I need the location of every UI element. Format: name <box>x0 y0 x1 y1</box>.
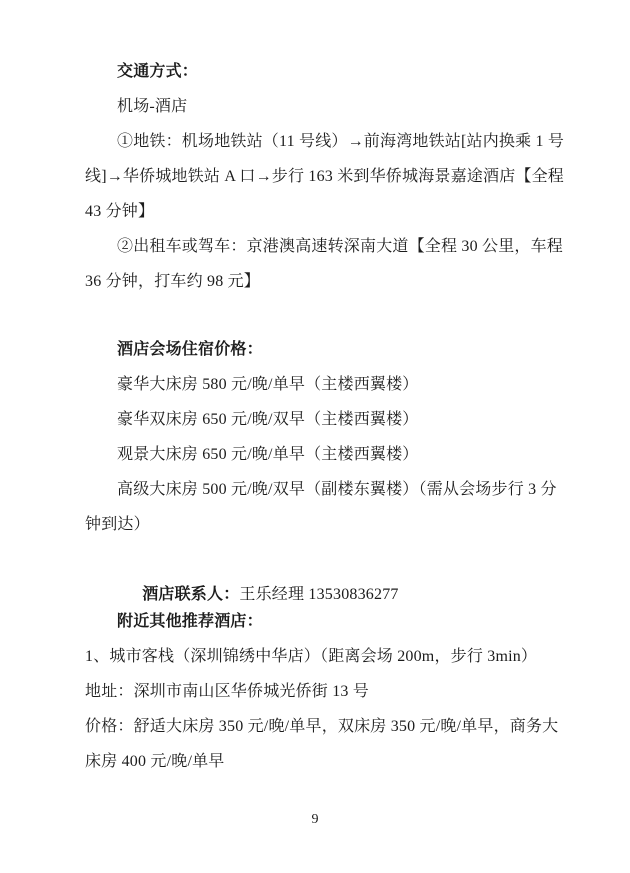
paragraph-taxi-line2: 36 分钟，打车约 98 元】 <box>85 273 261 290</box>
paragraph-subway-line1: ①地铁：机场地铁站（11 号线）→前海湾地铁站[站内换乘 1 号 <box>117 133 565 150</box>
section-heading-nearby-hotels: 附近其他推荐酒店： <box>117 613 263 630</box>
document-body <box>85 54 565 779</box>
paragraph-taxi-line1: ②出租车或驾车：京港澳高速转深南大道【全程 30 公里，车程 <box>117 238 564 255</box>
price-line-superior-king-2: 钟到达） <box>85 516 150 533</box>
price-line-deluxe-king: 豪华大床房 580 元/晚/单早（主楼西翼楼） <box>117 376 419 393</box>
hotel-contact-value: 王乐经理 13530836277 <box>239 586 399 603</box>
section-heading-hotel-prices: 酒店会场住宿价格： <box>117 341 263 358</box>
hotel-contact-label: 酒店联系人： <box>142 586 240 603</box>
paragraph-subway-line3: 43 分钟】 <box>85 203 155 220</box>
hotel-contact-line <box>85 542 544 603</box>
price-line-deluxe-twin: 豪华双床房 650 元/晚/双早（主楼西翼楼） <box>117 411 419 428</box>
nearby-hotel-name-line: 1、城市客栈（深圳锦绣中华店）（距离会场 200m，步行 3min） <box>85 648 538 665</box>
section-heading-transport: 交通方式： <box>117 63 199 80</box>
section-gap <box>85 299 544 332</box>
price-line-superior-king-1: 高级大床房 500 元/晚/双早（副楼东翼楼）（需从会场步行 3 分 <box>117 481 557 498</box>
nearby-hotel-price-line-2: 床房 400 元/晚/单早 <box>85 753 225 770</box>
paragraph-subway-line2: 线]→华侨城地铁站 A 口→步行 163 米到华侨城海景嘉途酒店【全程 <box>85 168 565 185</box>
paragraph-airport-hotel: 机场-酒店 <box>117 98 188 115</box>
nearby-hotel-address-line: 地址：深圳市南山区华侨城光侨街 13 号 <box>85 683 370 700</box>
price-line-view-king: 观景大床房 650 元/晚/单早（主楼西翼楼） <box>117 446 419 463</box>
page-number: 9 <box>311 812 319 827</box>
nearby-hotel-price-line-1: 价格：舒适大床房 350 元/晚/单早，双床房 350 元/晚/单早，商务大 <box>85 718 559 735</box>
